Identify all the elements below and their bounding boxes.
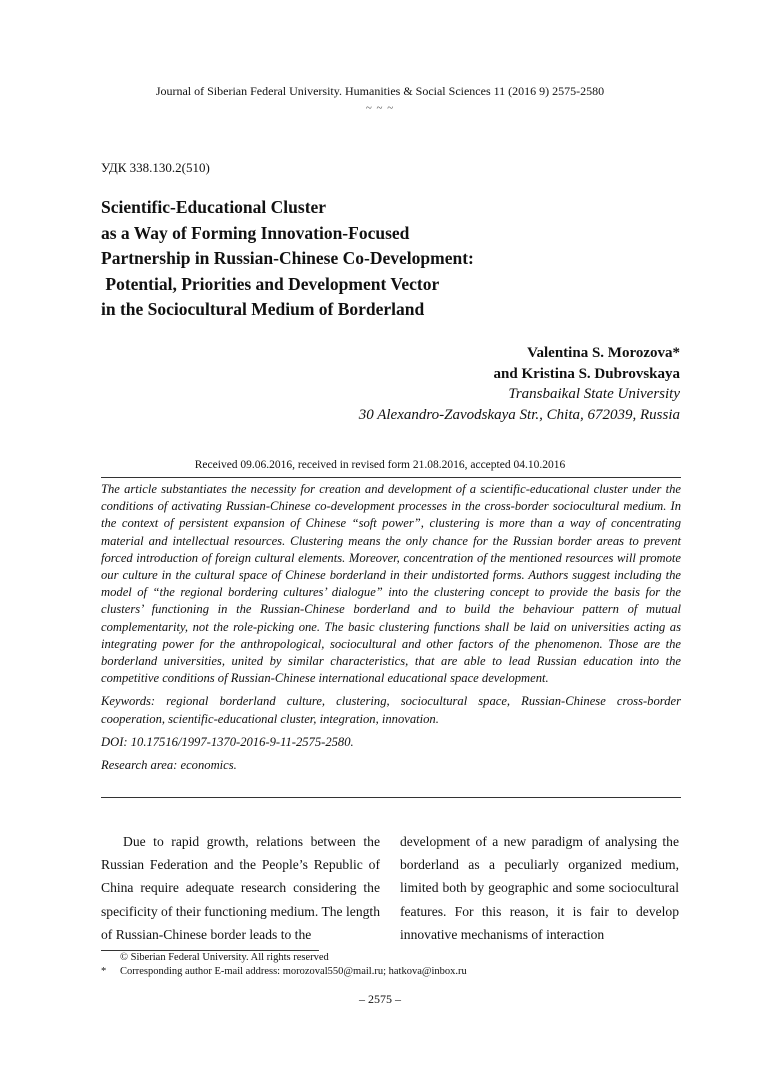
journal-header: Journal of Siberian Federal University. Humanities & Social Sciences 11 (2016 9) 2575-2580 [155,84,605,98]
abstract-block [101,481,681,780]
paper-title [101,195,661,323]
title-line: Scientific-Educational Cluster [101,197,327,217]
page-number: – 2575 – [359,992,401,1006]
title-line: as a Way of Forming Innovation-Focused [101,222,410,243]
title-line: Partnership in Russian-Chinese Co-Development: [101,248,474,268]
footnote-mark: * [101,966,107,977]
divider-bottom [101,797,681,798]
corresponding-footnote [101,966,467,977]
body-paragraph-right: development of a new paradigm of analysing the borderland as a peculiarly organized medium, limited both by geographic and some sociocultural features. For this reason, it is fair to develop innovative mechanisms of interaction [400,834,679,942]
author-line-2: and Kristina S. Dubrovskaya [493,365,680,382]
title-line: in the Sociocultural Medium of Borderland [101,299,425,319]
address: 30 Alexandro-Zavodskaya Str., Chita, 672039, Russia [358,406,680,423]
abstract-text: The article substantiates the necessity for creation and development of a scientific-educational cluster under the conditions of activating Russian-Chinese co-development processes in the cross-border sociocultural medium. In the context of persistent expansion of Chinese “soft power”, clustering is more than a way of concentrating material and intellectual resources. Clustering means the only chance for the Russian border areas to prevent forced introduction of foreign cultural elements. Moreover, concentration of the mentioned resources will promote our culture in the cultural space of Chinese borderland in their undistorted forms. Authors suggest including the model of “the regional bordering cultures’ dialogue” into the clustering concept to provide the basis for the clusters’ functioning in the Russian-Chinese borderland and to build the behaviour pattern of mutual complementarity, not the role-picking one. The basic clustering functions shall be laid on universities acting as integrating power for the anthropological, sociocultural and other factors of the phenomenon. Those are the borderland universities, united by similar characteristics, that are able to lead Russian education into the competitive conditions of Russian-Chinese international educational space development. [101,482,681,686]
author-line-1: Valentina S. Morozova* [527,345,680,361]
header-ornament: ~ ~ ~ [365,102,395,114]
keywords: Keywords: regional borderland culture, clustering, sociocultural space, Russian-Chinese cross-border cooperation, scientific-educational cluster, integration, innovation. [101,694,681,726]
footnote-rule [101,950,319,951]
research-area: Research area: economics. [101,758,237,773]
affiliation: Transbaikal State University [508,386,680,402]
body-column-right [400,830,679,946]
title-line: Potential, Priorities and Development Vector [101,273,440,294]
doi: DOI: 10.17516/1997-1370-2016-9-11-2575-2580. [101,734,354,749]
body-paragraph-left: Due to rapid growth, relations between the Russian Federation and the People’s Republic of China require adequate research considering the specificity of their functioning medium. The length of Russian-Chinese border leads to the [101,834,380,942]
divider-top [101,477,681,478]
body-column-left [101,830,380,946]
authors-block [359,343,680,425]
udk-code: УДК 338.130.2(510) [101,160,210,175]
received-dates: Received 09.06.2016, received in revised form 21.08.2016, accepted 04.10.2016 [194,459,566,471]
corresponding-email: Corresponding author E-mail address: morozoval550@mail.ru; hatkova@inbox.ru [120,966,467,977]
copyright-footnote: © Siberian Federal University. All rights reserved [120,952,329,963]
